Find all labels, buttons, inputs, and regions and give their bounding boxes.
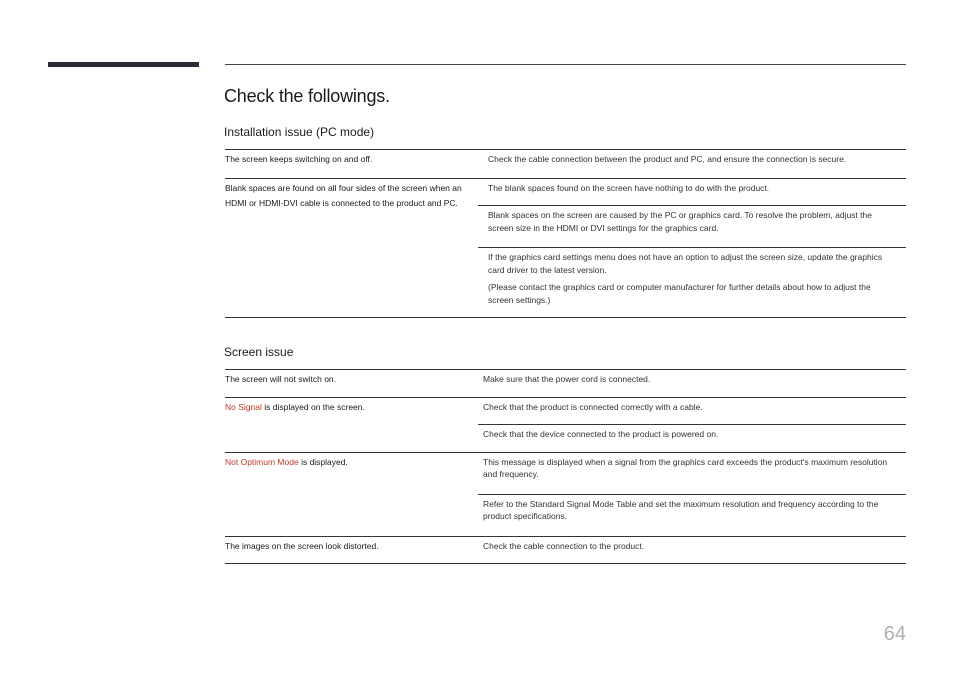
table-row <box>225 178 906 319</box>
issue-text: The images on the screen look distorted. <box>225 540 379 551</box>
issue-cell <box>225 398 478 452</box>
solution-cell <box>478 537 906 564</box>
table-row <box>225 536 906 565</box>
screen-issue-table <box>225 369 906 564</box>
solution-item: Check that the product is connected correctly with a cable. <box>483 401 703 412</box>
solution-cell <box>478 179 906 318</box>
issue-cell <box>225 537 478 564</box>
issue-text: is displayed on the screen. <box>261 401 365 412</box>
solution-item: Make sure that the power cord is connected. <box>483 374 651 384</box>
issue-cell: Blank spaces are found on all four sides of the screen when an HDMI or HDMI-DVI cable is connected to the product and PC. <box>225 182 462 208</box>
solution-cell <box>478 453 906 536</box>
installation-issue-table <box>225 149 906 318</box>
solution-item: Blank spaces on the screen are caused by the PC or graphics card. To resolve the problem, adjust the screen size in the HDMI or DVI settings for the graphics card. <box>478 205 906 247</box>
issue-highlight-not-optimum: Not Optimum Mode <box>225 456 299 467</box>
issue-cell <box>225 370 478 397</box>
issue-text: The screen will not switch on. <box>225 374 337 384</box>
solution-item: This message is displayed when a signal from the graphics card exceeds the product's maximum resolution and frequency. <box>483 456 888 479</box>
table-row <box>225 149 906 178</box>
page-number: 64 <box>883 623 906 645</box>
issue-cell: The screen keeps switching on and off. <box>225 154 373 164</box>
solution-item: If the graphics card settings menu does not have an option to adjust the screen size, update the graphics card driver to the latest version. (Please contact the graphics card or computer manufacturer for further details about how to adjust the screen settings.) <box>478 247 906 317</box>
issue-cell <box>225 453 478 536</box>
table-row <box>225 369 906 397</box>
issue-highlight-no-signal: No Signal <box>225 401 262 412</box>
solution-item: Check the cable connection to the product. <box>483 540 645 551</box>
solution-item: The blank spaces found on the screen have nothing to do with the product. <box>488 182 770 193</box>
side-accent-bar <box>48 62 199 67</box>
solution-cell <box>478 398 906 452</box>
table-row <box>225 452 906 536</box>
top-divider <box>225 64 906 65</box>
solution-item: Refer to the Standard Signal Mode Table and set the maximum resolution and frequency according to the product specifications. <box>478 494 906 536</box>
issue-text: is displayed. <box>298 456 348 467</box>
solution-cell <box>478 370 906 397</box>
section-heading-screen: Screen issue <box>224 345 294 359</box>
page-title: Check the followings. <box>224 86 390 106</box>
solution-item: Check that the device connected to the product is powered on. <box>478 424 906 452</box>
solution-cell <box>478 150 906 178</box>
section-heading-installation: Installation issue (PC mode) <box>224 125 375 139</box>
table-row <box>225 397 906 452</box>
solution-item: Check the cable connection between the product and PC, and ensure the connection is secure. <box>488 154 847 164</box>
